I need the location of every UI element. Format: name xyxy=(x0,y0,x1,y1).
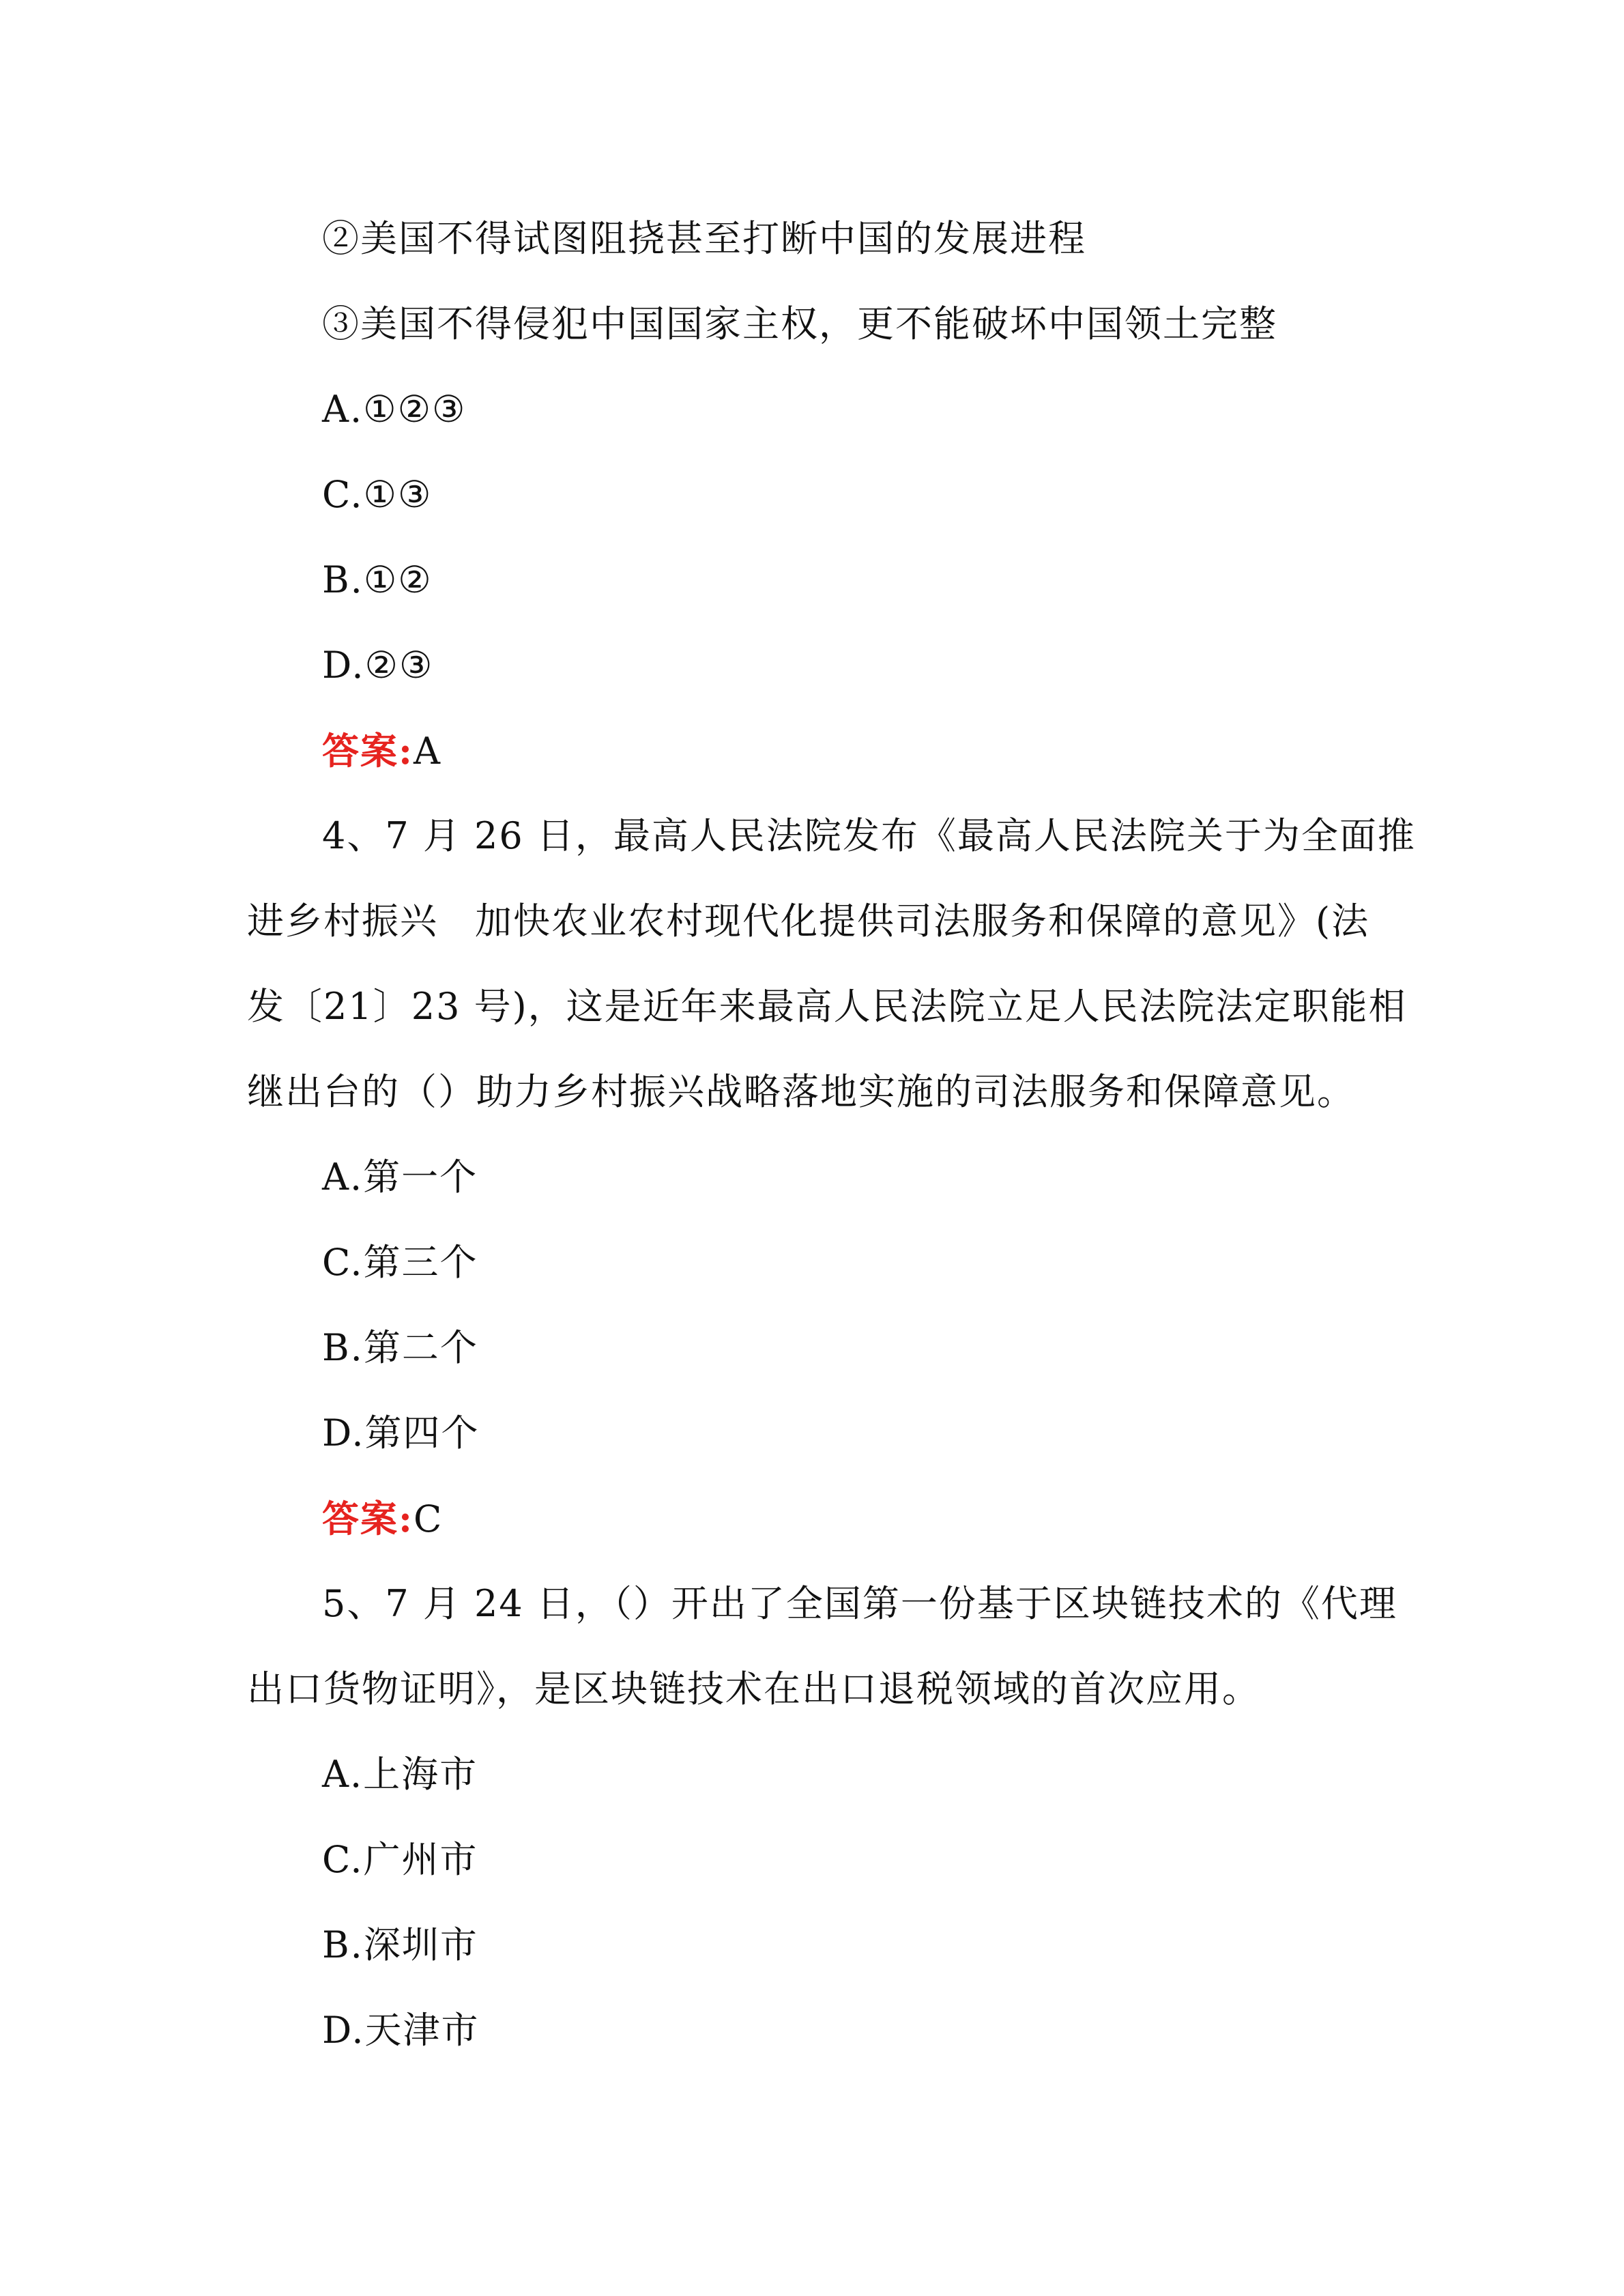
question-5-line-1: 5、7 月 24 日，（）开出了全国第一份基于区块链技术的《代理 xyxy=(322,1582,1397,1625)
q5-choice-a: A.上海市 xyxy=(322,1753,478,1796)
question-4-line-1: 4、7 月 26 日，最高人民法院发布《最高人民法院关于为全面推 xyxy=(322,814,1416,857)
question-4-line-3: 发〔21〕23 号)，这是近年来最高人民法院立足人民法院法定职能相 xyxy=(247,985,1407,1028)
q3-answer xyxy=(0,727,1624,775)
option-statement-2: ②美国不得试图阻挠甚至打断中国的发展进程 xyxy=(322,217,1086,260)
question-4-line-4: 继出台的（）助力乡村振兴战略落地实施的司法服务和保障意见。 xyxy=(247,1070,1355,1113)
q5-choice-d: D.天津市 xyxy=(322,2009,480,2052)
q4-choice-b: B.第二个 xyxy=(322,1326,478,1369)
answer-value: C xyxy=(413,1497,444,1540)
option-statement-3: ③美国不得侵犯中国国家主权，更不能破坏中国领土完整 xyxy=(322,302,1277,345)
q4-choice-d: D.第四个 xyxy=(322,1411,480,1454)
question-5-line-2: 出口货物证明》，是区块链技术在出口退税领域的首次应用。 xyxy=(247,1667,1260,1710)
answer-label: 答案: xyxy=(322,729,414,773)
q3-choice-d: D.②③ xyxy=(322,644,434,687)
q3-choice-a: A.①②③ xyxy=(322,388,467,431)
q3-choice-c: C.①③ xyxy=(322,473,433,516)
q4-answer xyxy=(0,1495,1624,1543)
q5-choice-c: C.广州市 xyxy=(322,1838,478,1881)
question-4-line-2-part-a: 进乡村振兴 xyxy=(247,900,438,943)
question-4-line-2 xyxy=(0,898,1624,945)
q3-choice-b: B.①② xyxy=(322,558,433,601)
answer-value: A xyxy=(413,730,441,773)
q4-choice-a: A.第一个 xyxy=(322,1156,478,1199)
answer-label: 答案: xyxy=(322,1497,414,1540)
q5-choice-b: B.深圳市 xyxy=(322,1923,478,1966)
question-4-line-2-part-b: 加快农业农村现代化提供司法服务和保障的意见》(法 xyxy=(475,900,1370,943)
q4-choice-c: C.第三个 xyxy=(322,1241,478,1284)
